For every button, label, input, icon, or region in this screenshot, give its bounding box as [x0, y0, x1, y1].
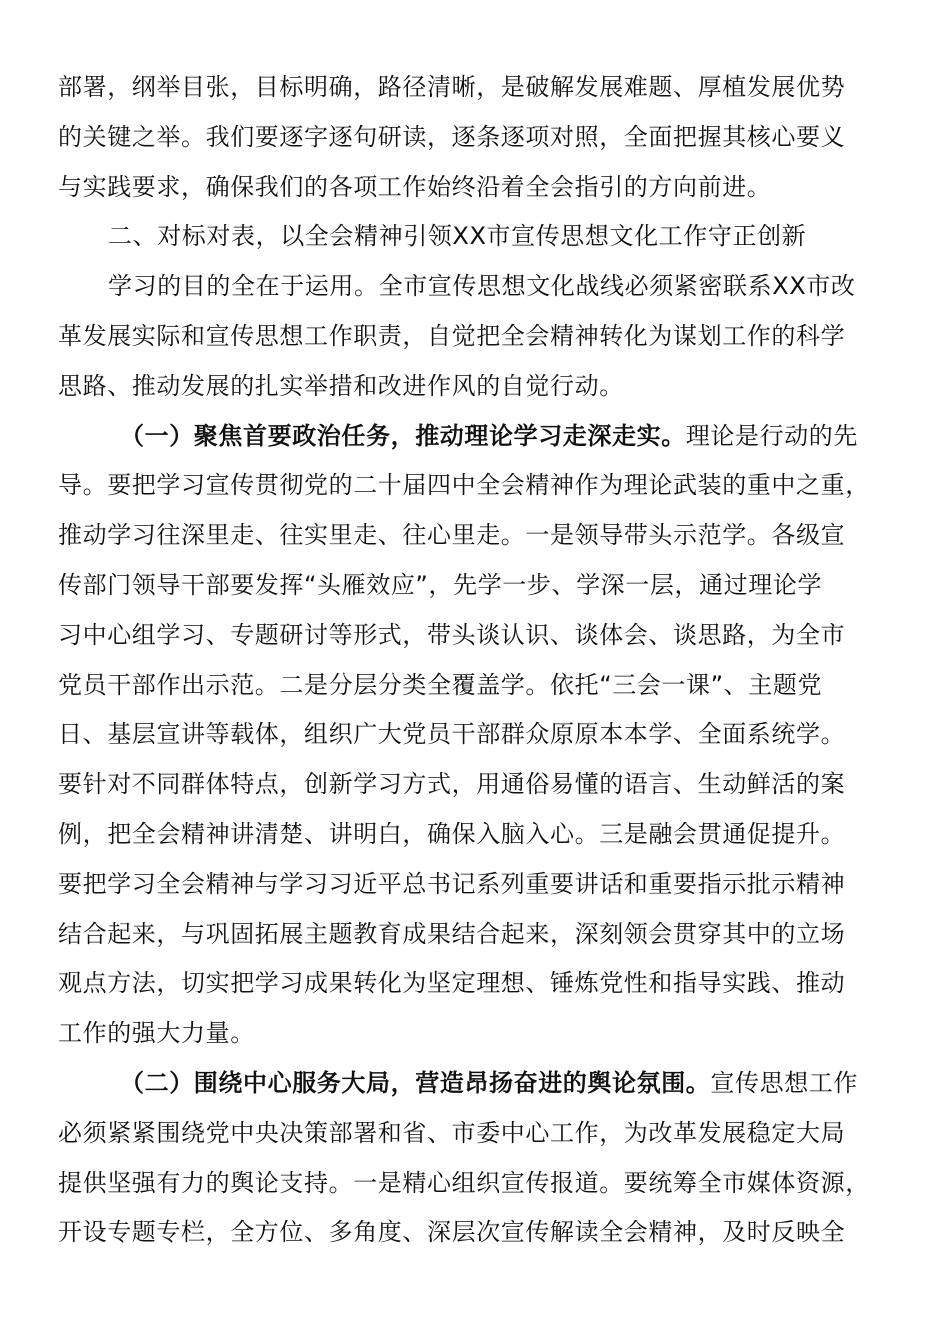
paragraph-line: 导。要把学习宣传贯彻党的二十届四中全会精神作为理论武装的重中之重，	[58, 471, 870, 500]
paragraph-line: 党员干部作出示范。二是分层分类全覆盖学。依托“三会一课”、主题党	[58, 670, 823, 699]
paragraph-line: 与实践要求，确保我们的各项工作始终沿着全会指引的方向前进。	[58, 172, 772, 201]
paragraph-line: 的关键之举。我们要逐字逐句研读，逐条逐项对照，全面把握其核心要义	[58, 122, 846, 151]
paragraph-line: 结合起来，与巩固拓展主题教育成果结合起来，深刻领会贯穿其中的立场	[58, 919, 846, 948]
paragraph-text: 理论是行动的先	[685, 421, 859, 450]
paragraph-line: 例，把全会精神讲清楚、讲明白，确保入脑入心。三是融会贯通促提升。	[58, 819, 846, 848]
paragraph-line: 开设专题专栏，全方位、多角度、深层次宣传解读全会精神，及时反映全	[58, 1218, 846, 1247]
paragraph-line: 习中心组学习、专题研讨等形式，带头谈认识、谈体会、谈思路，为全市	[58, 620, 846, 649]
paragraph-line: 思路、推动发展的扎实举措和改进作风的自觉行动。	[58, 371, 624, 400]
paragraph-line: 工作的强大力量。	[58, 1019, 255, 1048]
paragraph-line: 必须紧紧围绕党中央决策部署和省、市委中心工作，为改革发展稳定大局	[58, 1118, 846, 1147]
section-heading: 二、对标对表，以全会精神引领XX市宣传思想文化工作守正创新	[108, 222, 807, 251]
paragraph-line: 学习的目的全在于运用。全市宣传思想文化战线必须紧密联系XX市改	[108, 272, 856, 301]
subsection-heading: （一）聚焦首要政治任务，推动理论学习走深走实。	[120, 421, 686, 450]
document-page	[58, 63, 898, 1258]
paragraph-line: 部署，纲举目张，目标明确，路径清晰，是破解发展难题、厚植发展优势	[58, 73, 846, 101]
paragraph-line: 要把学习全会精神与学习习近平总书记系列重要讲话和重要指示批示精神	[58, 869, 846, 898]
paragraph-text: 宣传思想工作	[710, 1068, 859, 1097]
subsection-line	[58, 412, 898, 462]
paragraph-line: 观点方法，切实把学习成果转化为坚定理想、锤炼党性和指导实践、推动	[58, 969, 846, 998]
paragraph-line: 日、基层宣讲等载体，组织广大党员干部群众原原本本学、全面系统学。	[58, 720, 846, 749]
paragraph-line: 提供坚强有力的舆论支持。一是精心组织宣传报道。要统筹全市媒体资源，	[58, 1168, 870, 1197]
paragraph-line: 传部门领导干部要发挥“头雁效应”，先学一步、学深一层，通过理论学	[58, 570, 823, 599]
subsection-line	[58, 1059, 898, 1109]
paragraph-line: 要针对不同群体特点，创新学习方式，用通俗易懂的语言、生动鲜活的案	[58, 770, 846, 799]
subsection-heading: （二）围绕中心服务大局，营造昂扬奋进的舆论氛围。	[120, 1068, 711, 1097]
paragraph-line: 革发展实际和宣传思想工作职责，自觉把全会精神转化为谋划工作的科学	[58, 321, 846, 350]
paragraph-line: 推动学习往深里走、往实里走、往心里走。一是领导带头示范学。各级宣	[58, 521, 846, 550]
